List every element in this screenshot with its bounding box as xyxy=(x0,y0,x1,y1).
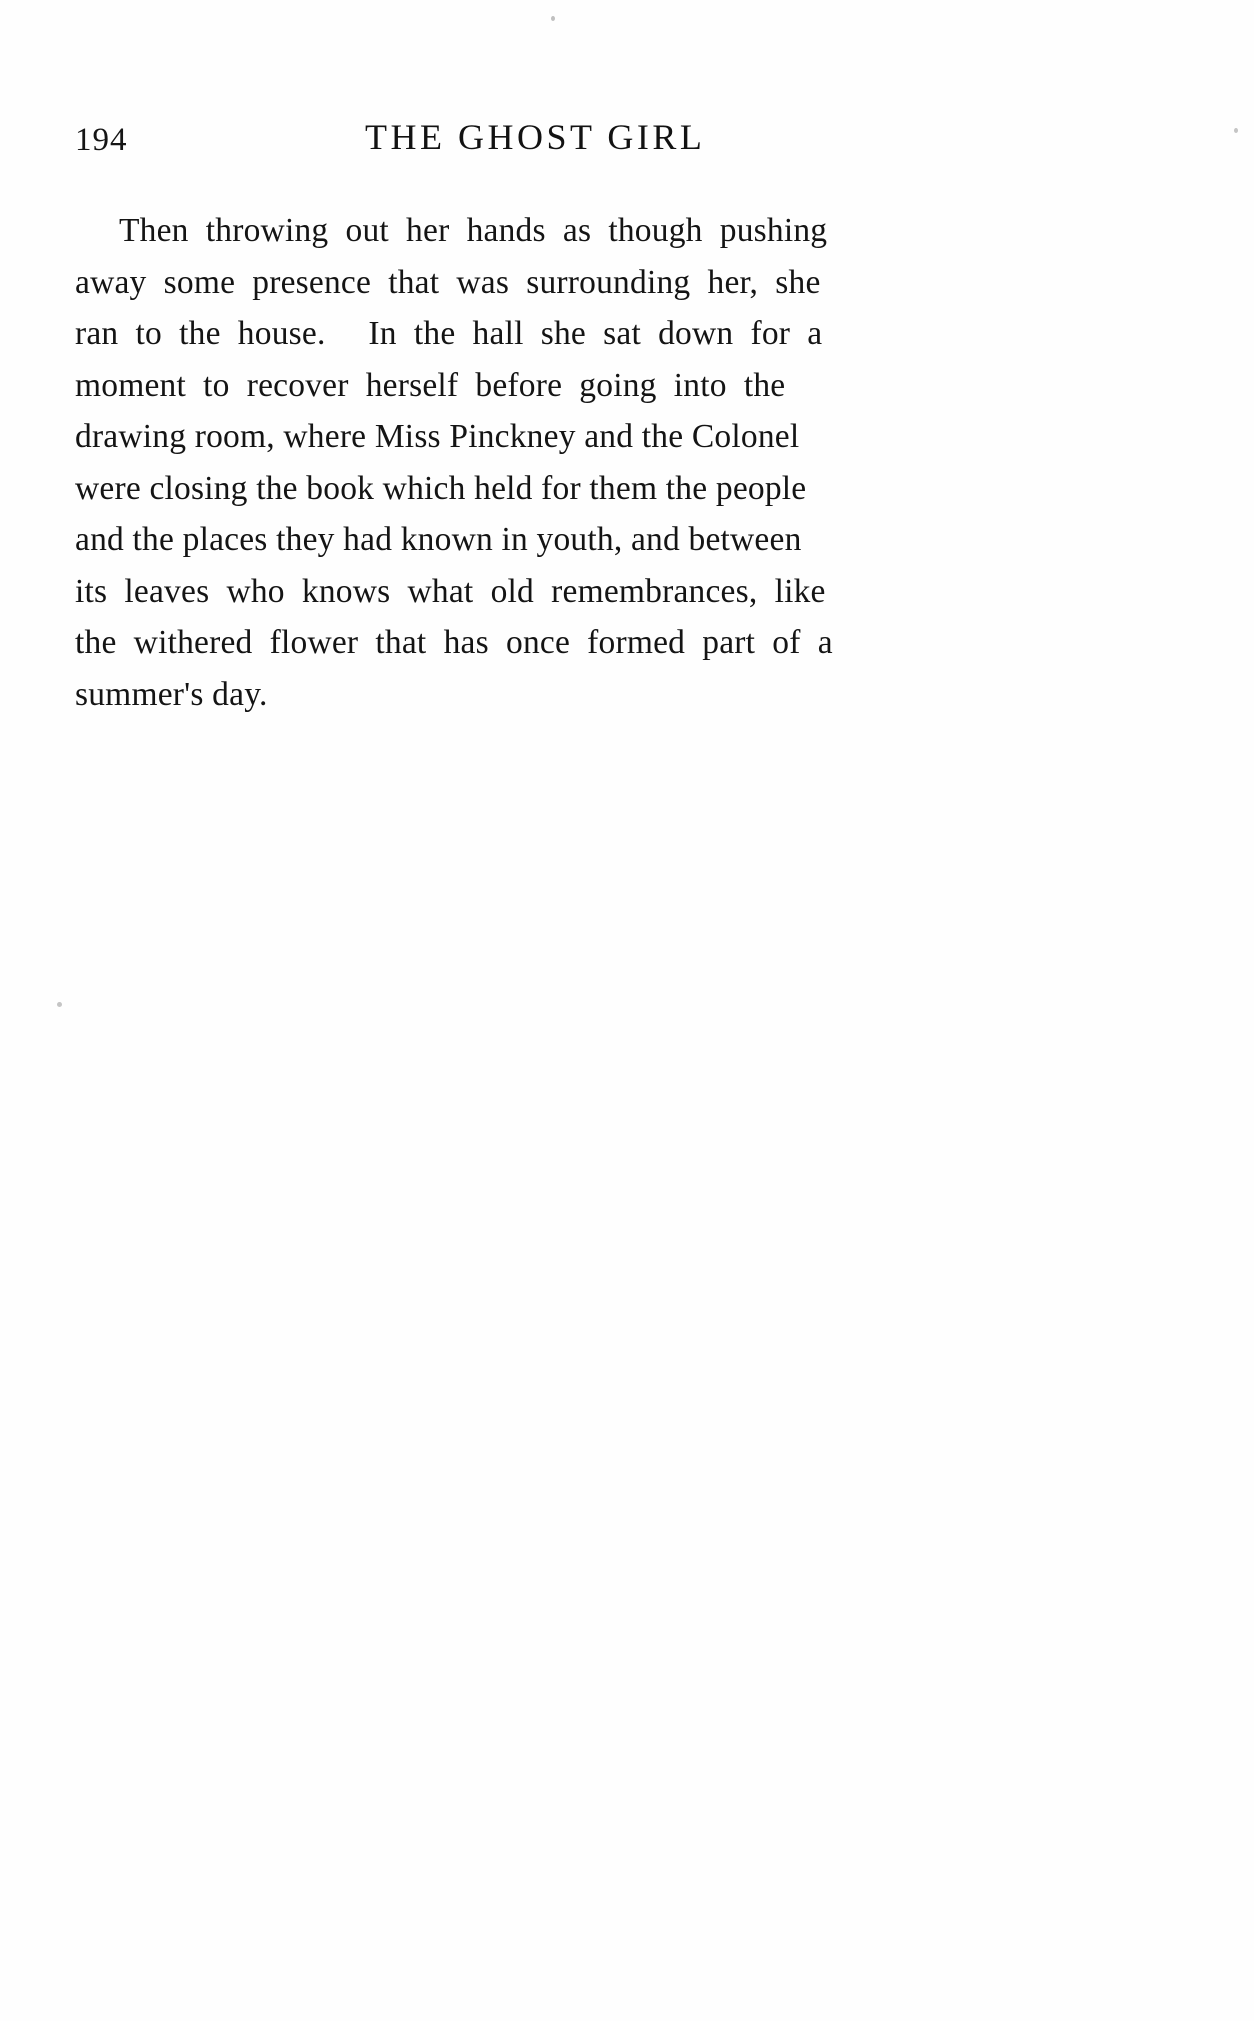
text-line: ran to the house. In the hall she sat down for a xyxy=(75,315,823,352)
text-line: the withered flower that has once formed part of a xyxy=(75,624,833,661)
text-line: its leaves who knows what old remembrances, like xyxy=(75,572,826,610)
page-speck-right xyxy=(1234,128,1238,133)
text-line xyxy=(75,205,1160,257)
text-line-content: Then throwing out her hands as though pushing xyxy=(119,212,828,249)
text-line: moment to recover herself before going into the xyxy=(75,366,786,404)
running-head-title: THE GHOST GIRL xyxy=(365,117,706,157)
text-line: away some presence that was surrounding her, she xyxy=(75,263,821,301)
page-speck-top xyxy=(551,16,555,21)
page-speck-left xyxy=(57,1002,62,1007)
page-number: 194 xyxy=(75,122,128,158)
text-line: were closing the book which held for them the people xyxy=(75,469,807,507)
text-line: drawing room, where Miss Pinckney and the Colonel xyxy=(75,418,800,455)
body-text-block xyxy=(75,205,1160,720)
text-line: and the places they had known in youth, and between xyxy=(75,521,802,558)
text-line: summer's day. xyxy=(75,675,268,713)
page-header xyxy=(75,116,1165,166)
